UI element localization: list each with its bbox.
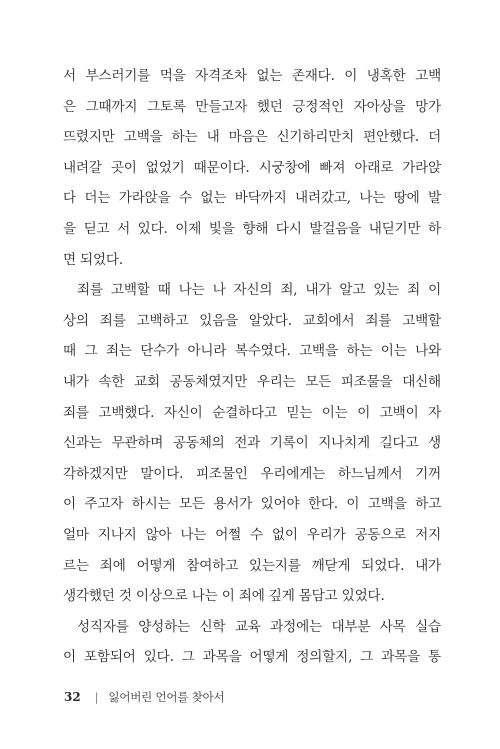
- text-line: 성직자를 양성하는 신학 교육 과정에는 대부분 사목 실습: [77, 618, 441, 635]
- text-line: 르는 죄에 어떻게 참여하고 있는지를 깨닫게 되었다. 내가: [63, 557, 441, 574]
- text-line: 죄를 고백했다. 자신이 순결하다고 믿는 이는 이 고백이 자: [63, 404, 441, 421]
- text-line: 다 더는 가라앉을 수 없는 바닥까지 내려갔고, 나는 땅에 발: [63, 190, 441, 207]
- page-footer: [64, 687, 224, 707]
- text-line: 내려갈 곳이 없었기 때문이다. 시궁창에 빠져 아래로 가라앉: [63, 159, 441, 176]
- text-line: 죄를 고백할 때 나는 나 자신의 죄, 내가 알고 있는 죄 이: [77, 282, 441, 299]
- running-book-title: 잃어버린 언어를 찾아서: [108, 690, 225, 704]
- text-line: 은 그때까지 그토록 만들고자 했던 긍정적인 자아상을 망가: [63, 98, 441, 115]
- text-line: 신과는 무관하며 공동체의 전과 기록이 지나치게 길다고 생: [63, 435, 441, 452]
- text-line: 이 주고자 하시는 모든 용서가 있어야 한다. 이 고백을 하고: [63, 496, 441, 513]
- text-line: 이 포함되어 있다. 그 과목을 어떻게 정의할지, 그 과목을 통: [63, 649, 441, 666]
- body-text: [63, 61, 441, 673]
- text-line: 내가 속한 교회 공동체였지만 우리는 모든 피조물을 대신해: [63, 373, 441, 390]
- text-line: 생각했던 것 이상으로 나는 이 죄에 깊게 몸담고 있었다.: [63, 588, 385, 605]
- text-line: 서 부스러기를 먹을 자격조차 없는 존재다. 이 냉혹한 고백: [63, 68, 441, 84]
- text-line: 을 딛고 서 있다. 이제 빛을 향해 다시 발걸음을 내딛기만 하: [63, 220, 441, 237]
- page-number: 32: [64, 690, 81, 704]
- text-line: 때 그 죄는 단수가 아니라 복수였다. 고백을 하는 이는 나와: [63, 343, 441, 360]
- text-line: 얼마 지나지 않아 나는 어쩔 수 없이 우리가 공동으로 저지: [63, 526, 441, 543]
- text-line: 상의 죄를 고백하고 있음을 알았다. 교회에서 죄를 고백할: [63, 312, 441, 329]
- footer-separator: |: [94, 690, 99, 704]
- text-line: 각하겠지만 말이다. 피조물인 우리에게는 하느님께서 기꺼: [63, 465, 441, 482]
- text-line: 뜨렸지만 고백을 하는 내 마음은 신기하리만치 편안했다. 더: [63, 129, 441, 146]
- text-line: 면 되었다.: [63, 251, 123, 268]
